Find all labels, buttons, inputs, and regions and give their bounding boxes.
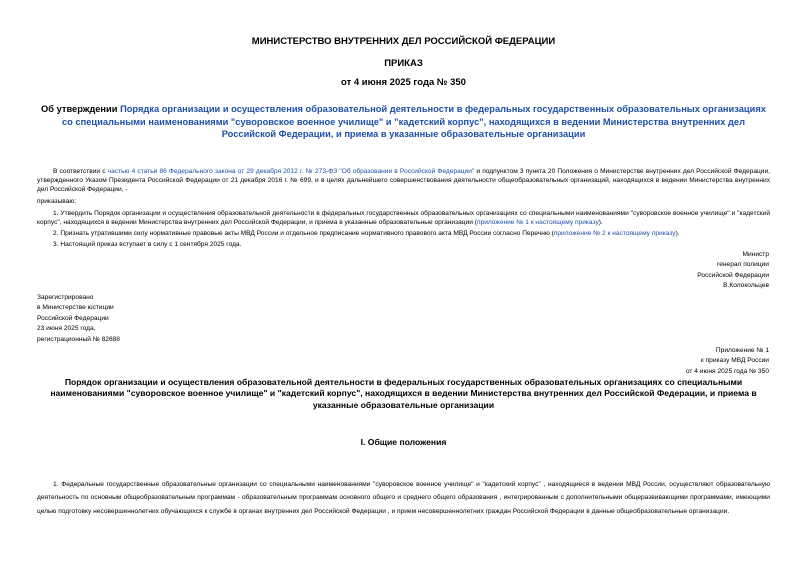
signature-block (697, 250, 769, 292)
order-word: приказываю: (37, 198, 77, 205)
registration-block (37, 293, 120, 345)
ministry-heading: МИНИСТЕРСТВО ВНУТРЕННИХ ДЕЛ РОССИЙСКОЙ ФЕДЕРАЦИИ (251, 36, 556, 47)
registration-line-5: регистрационный № 82688 (37, 335, 120, 343)
order-item-1 (37, 209, 770, 227)
appendix-1-link[interactable]: приложение № 1 к настоящему приказу (476, 219, 599, 227)
preamble-text-1: В соответствии с (53, 168, 108, 175)
appendix-2-link[interactable]: приложение № 2 к настоящему приказу (553, 230, 676, 237)
appendix-line-3: от 4 июня 2025 года № 350 (685, 367, 769, 375)
registration-line-4: 23 июня 2025 года, (37, 325, 96, 333)
signature-line-4: В.Колокольцев (723, 282, 769, 290)
appendix-reference (686, 346, 769, 377)
appendix-line-1: Приложение № 1 (715, 347, 769, 354)
registration-line-2: в Министерстве юстиции (37, 304, 114, 312)
item-2-text: 2. Признать утратившими силу нормативные правовые акты МВД России и отдельное предписание нормативного правового акта МВД России согласно Перечню ( (53, 230, 554, 237)
appendix-title: Порядок организации и осуществления образовательной деятельности в федеральных государственных образовательных организациях со специальными наименованиями "суворовское военное училище" и "кадетский корпус", находящихся в ведении Министерства внутренних дел Российской Федерации, и приема в указанные образовательные организации (50, 377, 757, 410)
document-type-heading: ПРИКАЗ (384, 58, 423, 69)
title-link[interactable]: Порядка организации и осуществления образовательной деятельности в федеральных государственных образовательных организациях со специальными наименованиями "суворовское военное училище" и "кадетский корпус", находящихся в ведении Министерства внутренних дел Российской Федерации, и приема в указанные образовательные организации (62, 104, 766, 139)
order-item-3: 3. Настоящий приказ вступает в силу с 1 сентября 2025 года. (53, 241, 242, 248)
item-1-text: 1. Утвердить Порядок организации и осуществления образовательной деятельности в федеральных государственных образовательных организациях со специальными наименованиями "суворовское военное училище" и "кадетский корпус", находящихся в ведении Министерства внутренних дел Российской Федерации, и приема в указанные образовательные организации ( (37, 210, 770, 227)
order-item-2 (37, 229, 770, 238)
document-title (40, 103, 767, 141)
signature-line-3: Российской Федерации (697, 271, 769, 279)
registration-line-3: Российской Федерации (37, 314, 109, 322)
item-2-end: ). (675, 230, 680, 237)
item-1-end: ). (598, 219, 603, 227)
document-date-number: от 4 июня 2025 года № 350 (341, 77, 466, 88)
signature-line-2: генерал полиции (716, 261, 769, 269)
section-heading: I. Общие положения (360, 437, 447, 447)
section-paragraph-1: 1. Федеральные государственные образовательные организации со специальными наименованиями "суворовское военное училище" и "кадетский корпус" , находящиеся в ведении МВД России, осуществляют образовательную деятельность по основным общеобразовательным программам - образовательным программам основного общего и среднего общего образования , интегрированным с дополнительными общеразвивающими программами, имеющими целью подготовку несовершеннолетних обучающихся к службе в органах внутренних дел Российской Федерации , и прием несовершеннолетних граждан Российской Федерации в данные общеобразовательные организации. (37, 481, 770, 515)
appendix-line-2: к приказу МВД России (700, 357, 769, 365)
preamble-paragraph (37, 167, 770, 195)
registration-line-1: Зарегистрировано (37, 294, 94, 301)
federal-law-link[interactable]: частью 4 статьи 86 Федерального закона от 29 декабря 2012 г. № 273-ФЗ "Об образовании в Российской Федерации" (107, 168, 475, 175)
preamble-text-2: и подпунктом 3 пункта 20 Положения о Министерстве внутренних дел Российской Федерации, утвержденного Указом Президента Российской Федерации от 21 декабря 2016 г. № 699, и в целях дальнейшего совершенствования деятельности общеобразовательных организаций, находящихся в ведении Министерства внутренних дел Российской Федерации, - (37, 168, 770, 194)
title-prefix: Об утверждении (41, 104, 121, 114)
signature-line-1: Министр (742, 251, 769, 258)
